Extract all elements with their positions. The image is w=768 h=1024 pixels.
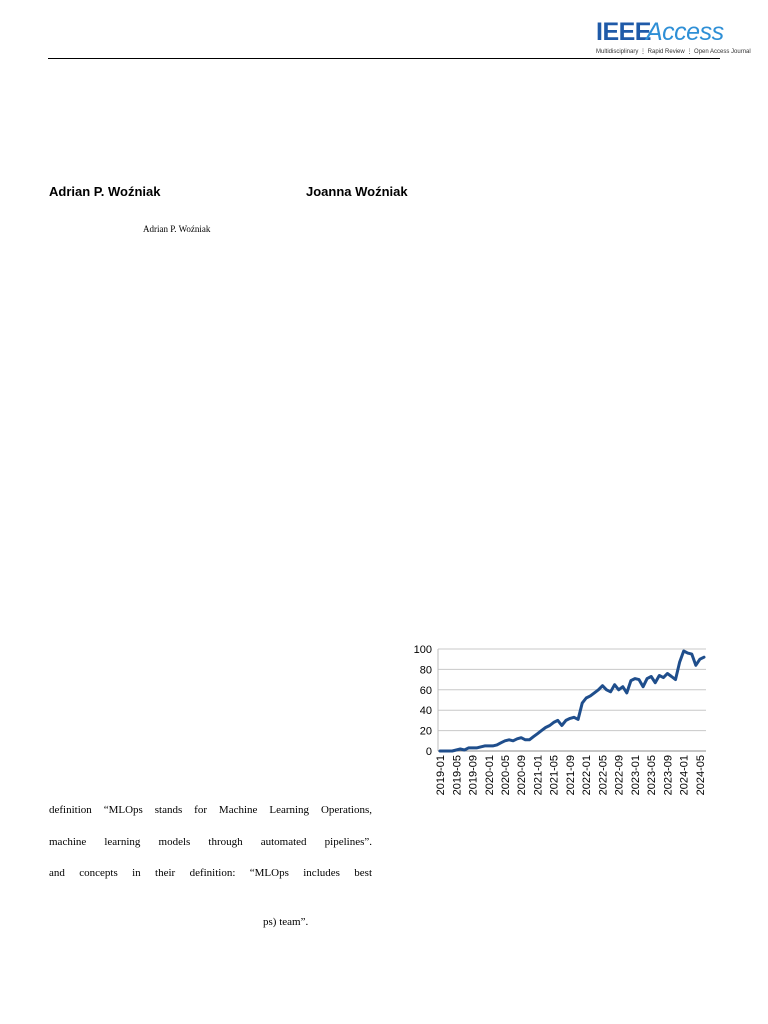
x-tick-label: 2024-05: [694, 755, 707, 796]
logo-tagline: Multidisciplinary ⋮ Rapid Review ⋮ Open Access Journal: [596, 49, 751, 55]
data-point: [467, 747, 469, 749]
x-tick-label: 2022-01: [581, 755, 594, 796]
author-name-second: Joanna Woźniak: [306, 184, 408, 199]
author-name-first: Adrian P. Woźniak: [49, 184, 161, 199]
trend-line-chart: [398, 636, 714, 808]
ieee-logo-text: IEEE: [596, 18, 651, 46]
data-point: [451, 750, 453, 752]
data-point: [666, 672, 668, 674]
data-point: [516, 738, 518, 740]
data-point: [439, 750, 441, 752]
data-point: [703, 656, 705, 658]
x-tick-label: 2023-05: [646, 755, 659, 796]
y-tick-label: 20: [419, 725, 432, 738]
data-point: [573, 716, 575, 718]
y-tick-label: 60: [419, 684, 432, 697]
data-point: [593, 692, 595, 694]
data-point: [650, 675, 652, 677]
data-point: [642, 686, 644, 688]
data-point: [662, 676, 664, 678]
data-point: [512, 740, 514, 742]
data-point: [626, 692, 628, 694]
data-point: [565, 719, 567, 721]
x-tick-label: 2024-01: [678, 755, 691, 796]
data-point: [524, 739, 526, 741]
data-point: [674, 678, 676, 680]
data-point: [613, 684, 615, 686]
data-point: [617, 689, 619, 691]
data-point: [488, 745, 490, 747]
data-point: [447, 750, 449, 752]
data-point: [561, 724, 563, 726]
y-tick-label: 40: [419, 705, 432, 718]
header-rule: [48, 58, 720, 59]
x-tick-label: 2022-09: [613, 755, 626, 796]
x-tick-label: 2019-05: [451, 755, 464, 796]
x-tick-label: 2021-05: [548, 755, 561, 796]
data-point: [670, 675, 672, 677]
x-tick-label: 2021-09: [564, 755, 577, 796]
data-point: [540, 729, 542, 731]
data-point: [682, 650, 684, 652]
data-point: [634, 677, 636, 679]
y-tick-label: 0: [425, 746, 432, 758]
data-point: [654, 681, 656, 683]
data-point: [471, 747, 473, 749]
access-logo-text: Access: [646, 18, 724, 46]
data-point: [638, 678, 640, 680]
data-point: [504, 740, 506, 742]
data-point: [496, 744, 498, 746]
data-point: [557, 719, 559, 721]
data-point: [585, 697, 587, 699]
data-point: [455, 749, 457, 751]
data-point: [459, 748, 461, 750]
data-point: [500, 742, 502, 744]
data-point: [678, 661, 680, 663]
data-point: [508, 739, 510, 741]
data-point: [687, 652, 689, 654]
x-tick-label: 2022-05: [597, 755, 610, 796]
data-point: [548, 724, 550, 726]
x-tick-label: 2019-01: [435, 755, 448, 796]
data-point: [609, 691, 611, 693]
x-tick-label: 2020-05: [500, 755, 512, 796]
data-point: [532, 736, 534, 738]
body-text-fragment: ps) team”.: [263, 916, 309, 928]
data-point: [463, 749, 465, 751]
data-point: [479, 746, 481, 748]
data-point: [605, 689, 607, 691]
data-point: [569, 717, 571, 719]
data-point: [483, 745, 485, 747]
x-tick-label: 2023-09: [662, 755, 675, 796]
data-point: [601, 685, 603, 687]
x-tick-label: 2023-01: [629, 755, 642, 796]
y-tick-label: 80: [419, 664, 432, 677]
data-point: [581, 702, 583, 704]
data-point: [597, 689, 599, 691]
y-tick-label: 100: [413, 644, 432, 656]
data-point: [695, 664, 697, 666]
data-point: [544, 726, 546, 728]
data-point: [443, 750, 445, 752]
body-text-line: definition “MLOps stands for Machine Learning Operations,: [49, 804, 372, 816]
data-point: [630, 679, 632, 681]
data-point: [536, 732, 538, 734]
series-line: [440, 651, 704, 751]
data-point: [691, 653, 693, 655]
data-point: [646, 677, 648, 679]
data-point: [658, 674, 660, 676]
x-tick-label: 2020-01: [483, 755, 496, 796]
data-point: [622, 686, 624, 688]
data-point: [528, 739, 530, 741]
data-point: [492, 745, 494, 747]
x-tick-label: 2019-09: [467, 755, 480, 796]
x-tick-label: 2021-01: [532, 755, 545, 796]
author-name-small: Adrian P. Woźniak: [143, 224, 211, 234]
x-tick-label: 2020-09: [516, 755, 529, 796]
data-point: [589, 695, 591, 697]
body-text-line: and concepts in their definition: “MLOps includes best: [49, 867, 372, 879]
data-point: [553, 721, 555, 723]
data-point: [577, 718, 579, 720]
body-text-line: machine learning models through automated pipelines”.: [49, 836, 372, 848]
data-point: [520, 737, 522, 739]
data-point: [699, 658, 701, 660]
data-point: [475, 747, 477, 749]
